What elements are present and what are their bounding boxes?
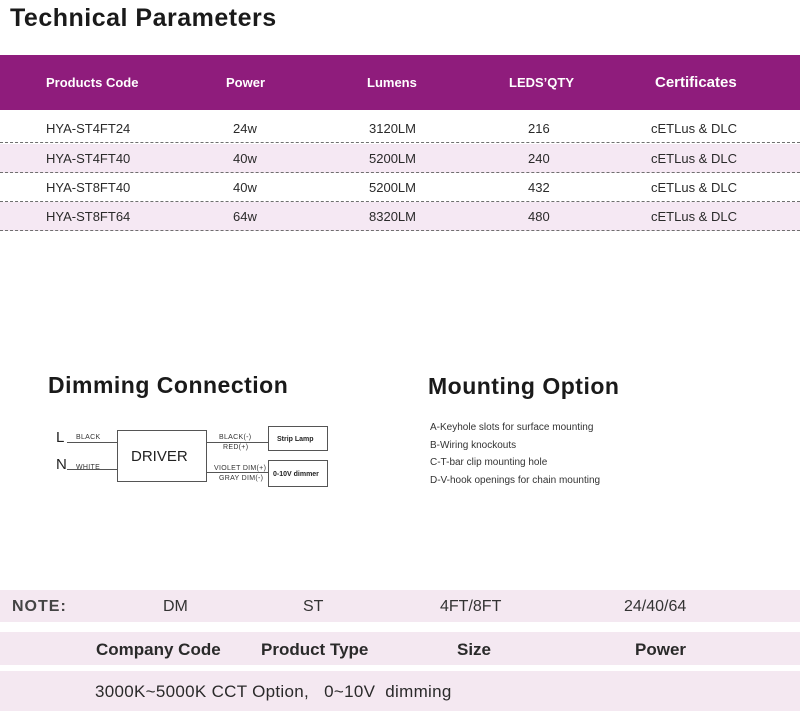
black-output-label: BLACK(-) xyxy=(219,434,252,441)
cell-products-code: HYA-ST4FT24 xyxy=(46,121,131,136)
note-band xyxy=(0,590,800,622)
header-certificates: Certificates xyxy=(655,74,737,91)
caption-size: Size xyxy=(457,640,492,659)
cell-power: 40w xyxy=(233,180,257,195)
cell-power: 40w xyxy=(233,151,257,166)
cct-option-text: 3000K~5000K CCT Option, 0~10V dimming xyxy=(95,682,452,701)
table-header xyxy=(0,55,800,110)
note-label: NOTE: xyxy=(12,598,67,615)
cell-products-code: HYA-ST8FT64 xyxy=(46,209,131,224)
strip-lamp-label: Strip Lamp xyxy=(277,436,314,443)
caption-product-type: Product Type xyxy=(261,640,369,659)
cell-certificates: cETLus & DLC xyxy=(651,180,737,195)
cell-lumens: 5200LM xyxy=(369,180,416,195)
header-lumens: Lumens xyxy=(367,75,417,90)
cell-certificates: cETLus & DLC xyxy=(651,151,737,166)
note-size: 4FT/8FT xyxy=(440,598,502,615)
cell-lumens: 3120LM xyxy=(369,121,416,136)
violet-dim-wire xyxy=(207,472,268,473)
dimming-diagram xyxy=(0,415,400,505)
cell-lumens: 5200LM xyxy=(369,151,416,166)
table-row xyxy=(0,202,800,231)
cell-leds-qty: 240 xyxy=(528,151,550,166)
neutral-terminal-label: N xyxy=(56,456,67,473)
dimmer-label: 0-10V dimmer xyxy=(273,471,319,478)
cell-lumens: 8320LM xyxy=(369,209,416,224)
cell-leds-qty: 480 xyxy=(528,209,550,224)
cct-option-band xyxy=(0,671,800,711)
cell-leds-qty: 216 xyxy=(528,121,550,136)
header-power: Power xyxy=(226,75,266,90)
cell-leds-qty: 432 xyxy=(528,180,550,195)
caption-power: Power xyxy=(635,640,687,659)
note-company-code: DM xyxy=(163,598,188,615)
black-input-wire xyxy=(67,442,117,443)
list-item: A-Keyhole slots for surface mounting xyxy=(430,422,594,433)
white-wire-label: WHITE xyxy=(76,464,101,471)
cell-certificates: cETLus & DLC xyxy=(651,121,737,136)
note-product-type: ST xyxy=(303,598,324,615)
violet-dim-label: VIOLET DIM(+) xyxy=(214,465,267,472)
table-row xyxy=(0,114,800,143)
cell-certificates: cETLus & DLC xyxy=(651,209,737,224)
list-item: B-Wiring knockouts xyxy=(430,439,517,451)
list-item: D-V-hook openings for chain mounting xyxy=(430,474,601,486)
driver-label: DRIVER xyxy=(131,448,188,465)
cell-power: 24w xyxy=(233,121,257,136)
red-output-label: RED(+) xyxy=(223,444,249,451)
black-output-wire xyxy=(207,442,268,443)
black-wire-label: BLACK xyxy=(76,434,101,441)
mounting-options-list xyxy=(430,422,600,492)
dimming-connection-title: Dimming Connection xyxy=(48,372,289,398)
cell-power: 64w xyxy=(233,209,257,224)
mounting-option-title: Mounting Option xyxy=(428,373,620,399)
table-row xyxy=(0,173,800,202)
note-power: 24/40/64 xyxy=(624,598,687,615)
table-row xyxy=(0,144,800,173)
header-products-code: Products Code xyxy=(46,75,139,90)
gray-dim-label: GRAY DIM(-) xyxy=(219,475,264,482)
caption-company-code: Company Code xyxy=(96,640,221,659)
cell-products-code: HYA-ST8FT40 xyxy=(46,180,131,195)
live-terminal-label: L xyxy=(56,429,65,446)
list-item: C-T-bar clip mounting hole xyxy=(430,457,548,468)
page-title: Technical Parameters xyxy=(10,4,277,32)
header-leds-qty: LEDS’QTY xyxy=(509,75,575,90)
cell-products-code: HYA-ST4FT40 xyxy=(46,151,131,166)
code-caption-band xyxy=(0,632,800,665)
